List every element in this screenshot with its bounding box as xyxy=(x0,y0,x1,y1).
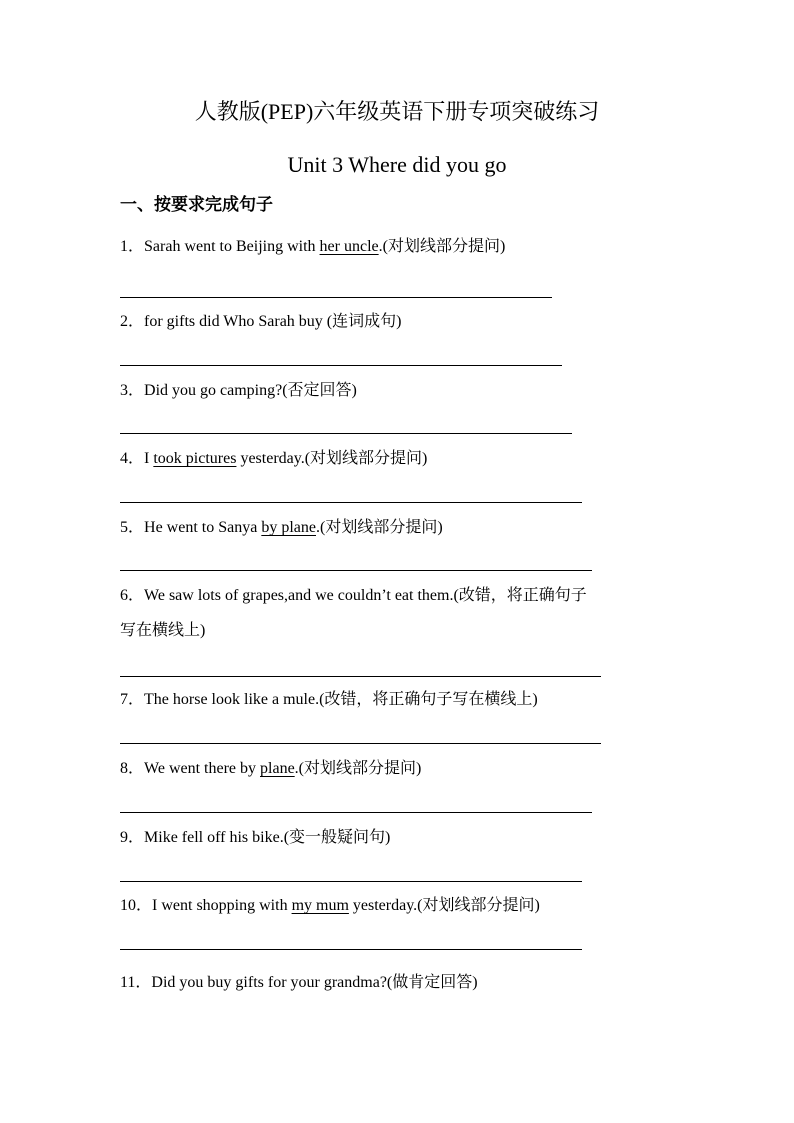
question-number: 9． xyxy=(120,829,145,846)
question-text: I xyxy=(144,450,154,467)
answer-line-6[interactable] xyxy=(120,676,601,677)
underlined-phrase: her uncle xyxy=(319,238,379,255)
question-4 xyxy=(120,448,427,470)
answer-line-5[interactable] xyxy=(120,570,592,571)
question-number: 8． xyxy=(120,760,145,777)
question-instruction: yesterday.(对划线部分提问) xyxy=(236,450,428,467)
page-title: 人教版(PEP)六年级英语下册专项突破练习 xyxy=(194,99,600,124)
answer-line-7[interactable] xyxy=(120,743,601,744)
answer-line-1[interactable] xyxy=(120,297,552,298)
question-text: He went to Sanya xyxy=(144,519,262,536)
question-11 xyxy=(120,972,478,994)
question-3 xyxy=(120,380,357,402)
question-6-continued xyxy=(120,620,205,642)
question-text: Did you buy gifts for your grandma?(做肯定回答) xyxy=(151,974,478,991)
question-text: Did you go camping?(否定回答) xyxy=(144,382,357,399)
question-text: We went there by xyxy=(144,760,261,777)
question-number: 10． xyxy=(120,897,153,914)
underlined-phrase: my mum xyxy=(291,897,349,914)
answer-line-10[interactable] xyxy=(120,949,582,950)
answer-line-4[interactable] xyxy=(120,502,582,503)
underlined-phrase: by plane xyxy=(261,519,316,536)
question-text: The horse look like a mule.(改错，将正确句子写在横线上) xyxy=(144,691,538,708)
question-number: 11． xyxy=(120,974,152,991)
question-number: 5． xyxy=(120,519,145,536)
question-text: We saw lots of grapes,and we couldn’t eat them.(改错，将正确句子 xyxy=(144,587,587,604)
question-number: 7． xyxy=(120,691,145,708)
question-8 xyxy=(120,758,421,780)
question-5 xyxy=(120,517,443,539)
answer-line-2[interactable] xyxy=(120,365,562,366)
question-text: I went shopping with xyxy=(152,897,292,914)
question-number: 1． xyxy=(120,238,145,255)
page-subtitle: Unit 3 Where did you go xyxy=(287,152,507,177)
question-text: 写在横线上) xyxy=(120,622,206,639)
section-heading: 一、按要求完成句子 xyxy=(120,195,273,215)
question-text: Mike fell off his bike.(变一般疑问句) xyxy=(144,829,391,846)
question-instruction: yesterday.(对划线部分提问) xyxy=(348,897,540,914)
question-text: for gifts did Who Sarah buy (连词成句) xyxy=(144,313,402,330)
answer-line-9[interactable] xyxy=(120,881,582,882)
question-number: 2． xyxy=(120,313,145,330)
underlined-phrase: plane xyxy=(260,760,295,777)
question-1 xyxy=(120,236,505,258)
underlined-phrase: took pictures xyxy=(153,450,237,467)
question-7 xyxy=(120,689,538,711)
question-number: 3． xyxy=(120,382,145,399)
question-10 xyxy=(120,895,540,917)
question-text: Sarah went to Beijing with xyxy=(144,238,320,255)
question-instruction: .(对划线部分提问) xyxy=(315,519,443,536)
question-number: 6． xyxy=(120,587,145,604)
question-instruction: .(对划线部分提问) xyxy=(378,238,506,255)
answer-line-3[interactable] xyxy=(120,433,572,434)
question-6 xyxy=(120,585,587,607)
question-9 xyxy=(120,827,390,849)
question-number: 4． xyxy=(120,450,145,467)
question-2 xyxy=(120,311,401,333)
question-instruction: .(对划线部分提问) xyxy=(294,760,422,777)
answer-line-8[interactable] xyxy=(120,812,592,813)
